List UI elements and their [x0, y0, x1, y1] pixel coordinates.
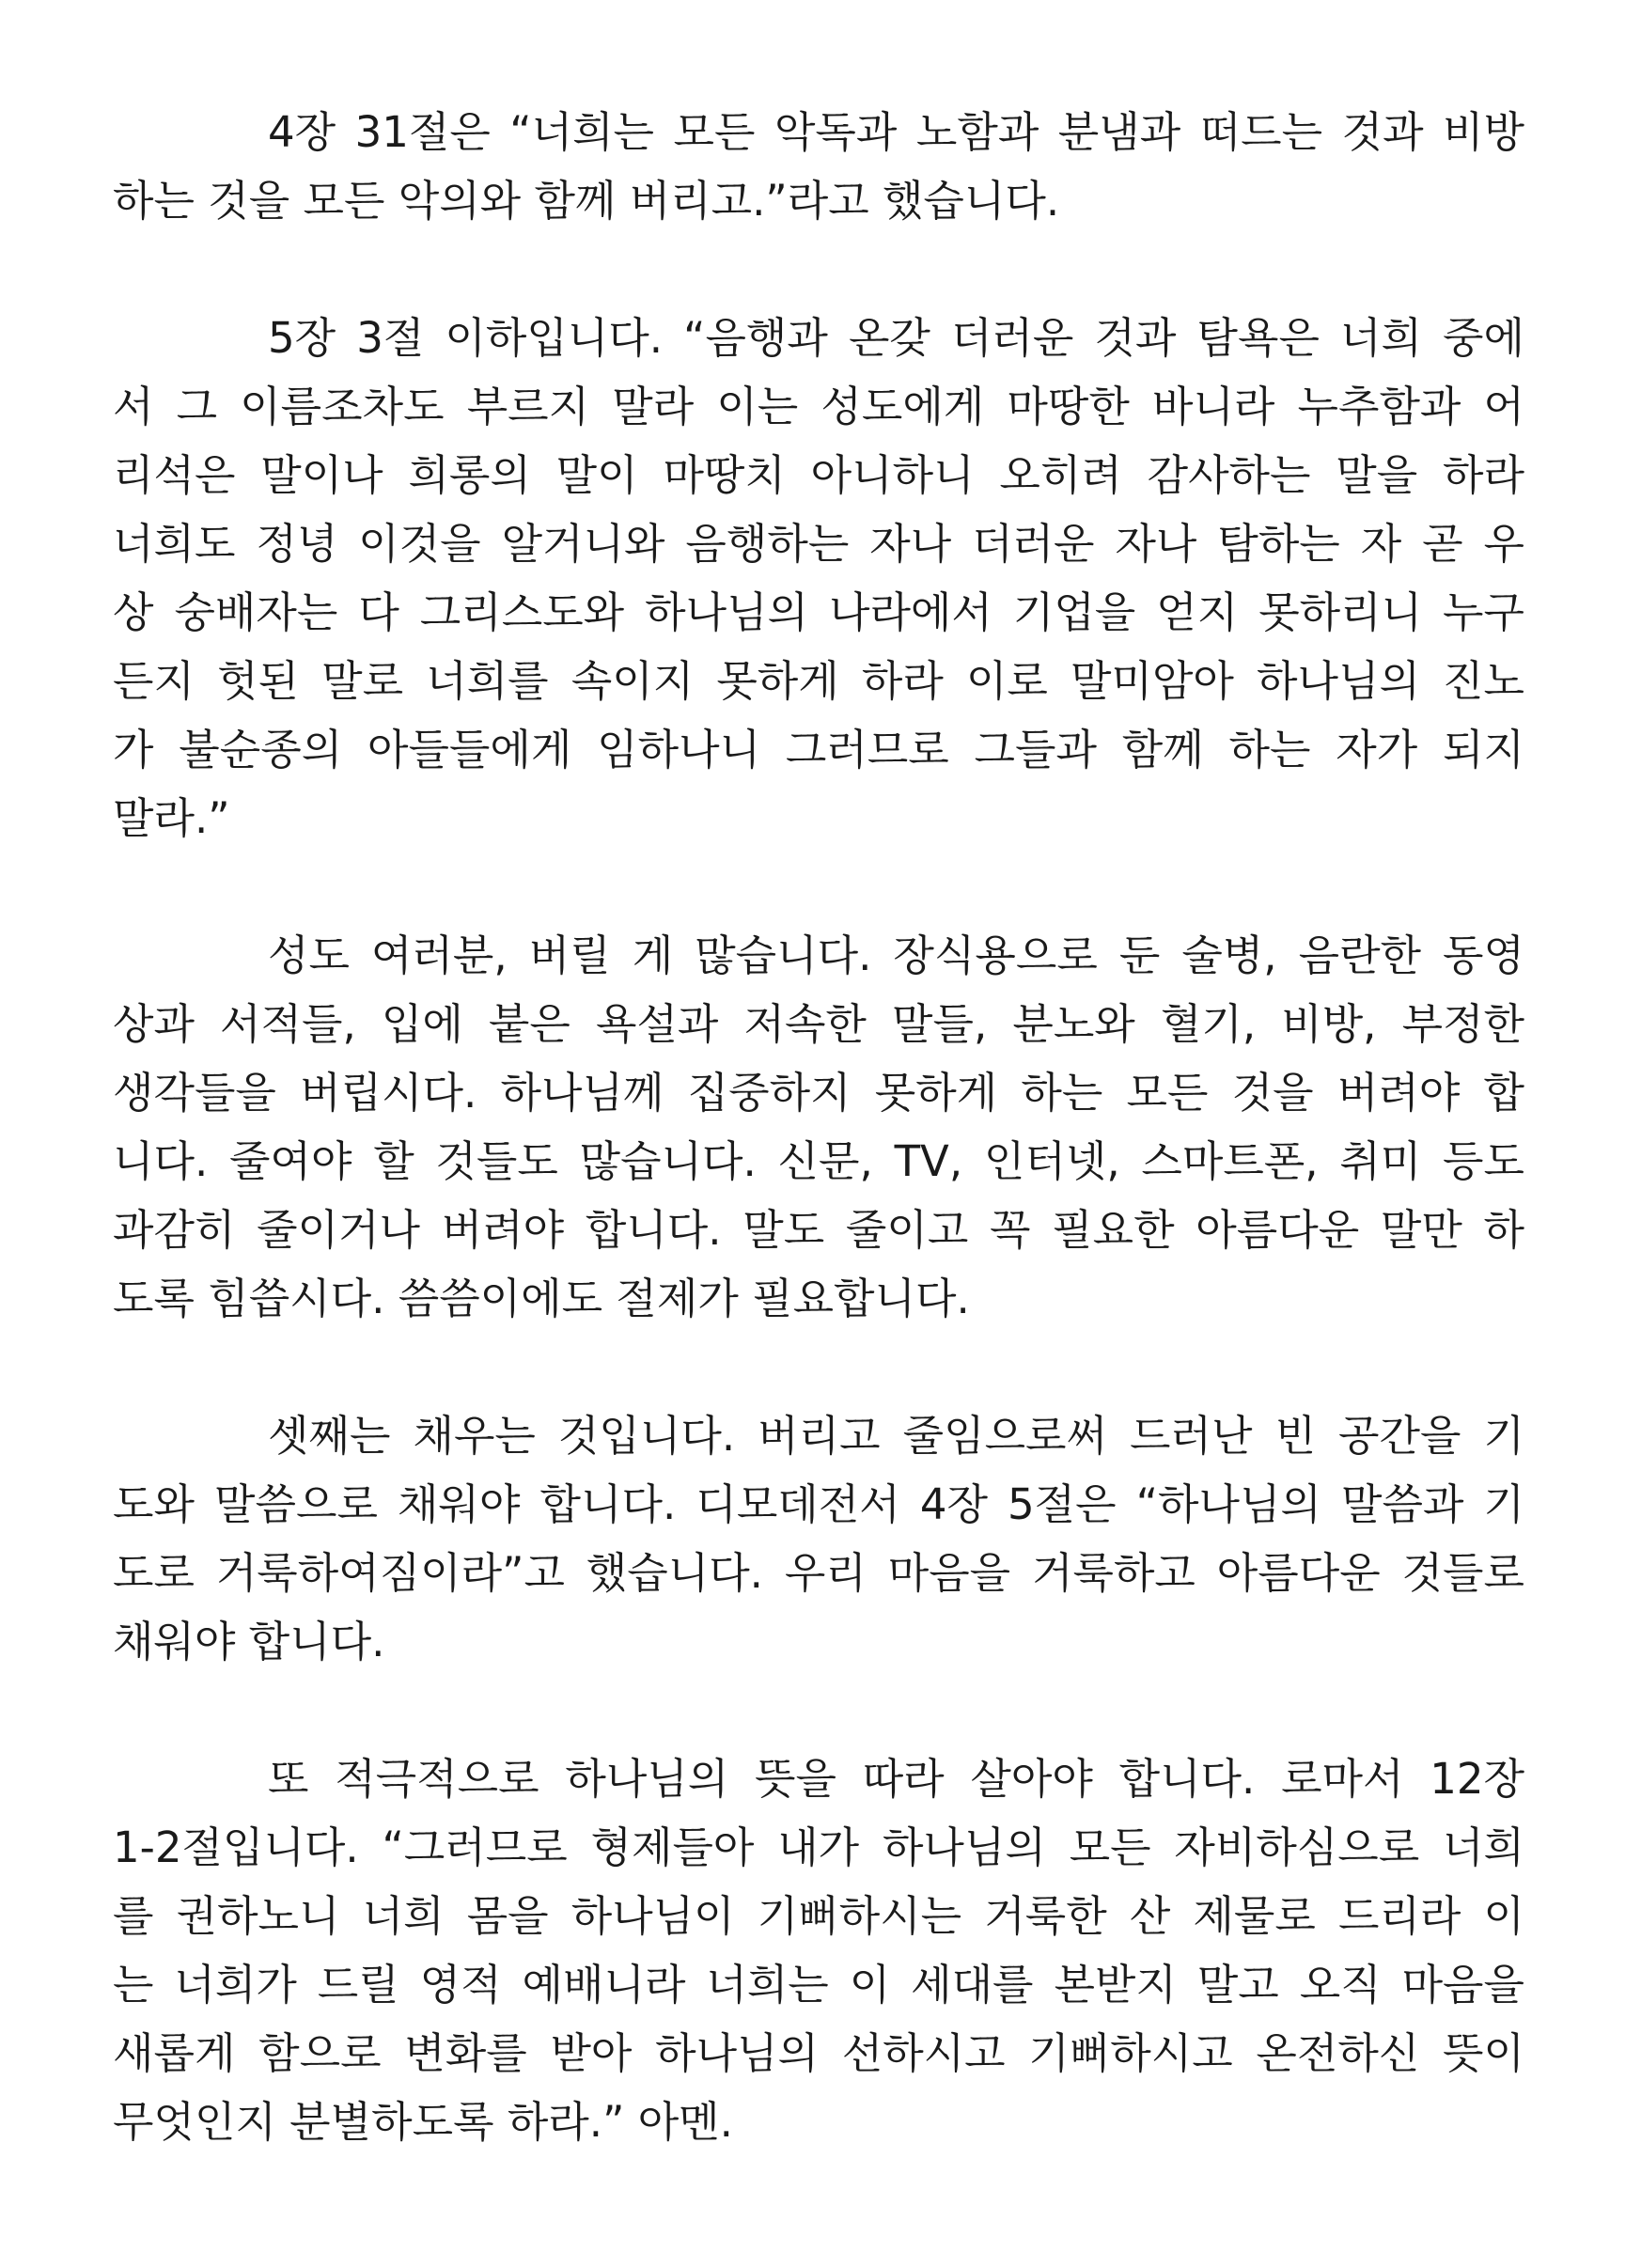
text-line: 상 숭배자는 다 그리스도와 하나님의 나라에서 기업을 얻지 못하리니 누구: [113, 587, 1524, 637]
text-line: 과감히 줄이거나 버려야 합니다. 말도 줄이고 꼭 필요한 아름다운 말만 하: [113, 1205, 1524, 1255]
text-line: 새롭게 함으로 변화를 받아 하나님의 선하시고 기뻐하시고 온전하신 뜻이: [113, 2028, 1524, 2078]
text-line: 도와 말씀으로 채워야 합니다. 디모데전서 4장 5절은 “하나님의 말씀과 기: [113, 1479, 1524, 1529]
text-line: 도로 거룩하여짐이라”고 했습니다. 우리 마음을 거룩하고 아름다운 것들로: [113, 1548, 1524, 1598]
text-line: 무엇인지 분별하도록 하라.” 아멘.: [113, 2097, 733, 2147]
text-line: 도록 힘씁시다. 씀씀이에도 절제가 필요합니다.: [113, 1274, 970, 1323]
text-line: 성도 여러분, 버릴 게 많습니다. 장식용으로 둔 술병, 음란한 동영: [268, 931, 1524, 980]
text-line: 너희도 정녕 이것을 알거니와 음행하는 자나 더러운 자나 탐하는 자 곧 우: [113, 519, 1524, 569]
paragraph-5: [113, 1744, 1524, 2156]
text-line: 를 권하노니 너희 몸을 하나님이 기뻐하시는 거룩한 산 제물로 드리라 이: [113, 1891, 1524, 1941]
paragraph-3: [113, 921, 1524, 1333]
text-line: 또 적극적으로 하나님의 뜻을 따라 살아야 합니다. 로마서 12장: [268, 1754, 1524, 1804]
text-line: 서 그 이름조차도 부르지 말라 이는 성도에게 마땅한 바니라 누추함과 어: [113, 382, 1524, 431]
text-line: 든지 헛된 말로 너희를 속이지 못하게 하라 이로 말미암아 하나님의 진노: [113, 656, 1524, 706]
text-line: 1-2절입니다. “그러므로 형제들아 내가 하나님의 모든 자비하심으로 너희: [113, 1822, 1524, 1872]
text-line: 생각들을 버립시다. 하나님께 집중하지 못하게 하는 모든 것을 버려야 합: [113, 1068, 1524, 1118]
paragraph-1: [113, 98, 1524, 235]
text-line: 4장 31절은 “너희는 모든 악독과 노함과 분냄과 떠드는 것과 비방: [268, 107, 1524, 157]
document-page: [113, 98, 1524, 2156]
text-line: 말라.”: [113, 793, 230, 843]
text-line: 는 너희가 드릴 영적 예배니라 너희는 이 세대를 본받지 말고 오직 마음을: [113, 1960, 1524, 2010]
text-line: 니다. 줄여야 할 것들도 많습니다. 신문, TV, 인터넷, 스마트폰, 취미 등도: [113, 1136, 1524, 1186]
paragraph-2: [113, 304, 1524, 852]
text-line: 상과 서적들, 입에 붙은 욕설과 저속한 말들, 분노와 혈기, 비방, 부정한: [113, 999, 1524, 1049]
text-line: 하는 것을 모든 악의와 함께 버리고.”라고 했습니다.: [113, 176, 1060, 226]
text-line: 셋째는 채우는 것입니다. 버리고 줄임으로써 드러난 빈 공간을 기: [268, 1411, 1524, 1461]
text-line: 채워야 합니다.: [113, 1617, 385, 1666]
text-line: 5장 3절 이하입니다. “음행과 온갖 더러운 것과 탐욕은 너희 중에: [268, 313, 1524, 363]
text-line: 리석은 말이나 희롱의 말이 마땅치 아니하니 오히려 감사하는 말을 하라: [113, 450, 1524, 500]
paragraph-4: [113, 1401, 1524, 1676]
text-line: 가 불순종의 아들들에게 임하나니 그러므로 그들과 함께 하는 자가 되지: [113, 725, 1524, 774]
